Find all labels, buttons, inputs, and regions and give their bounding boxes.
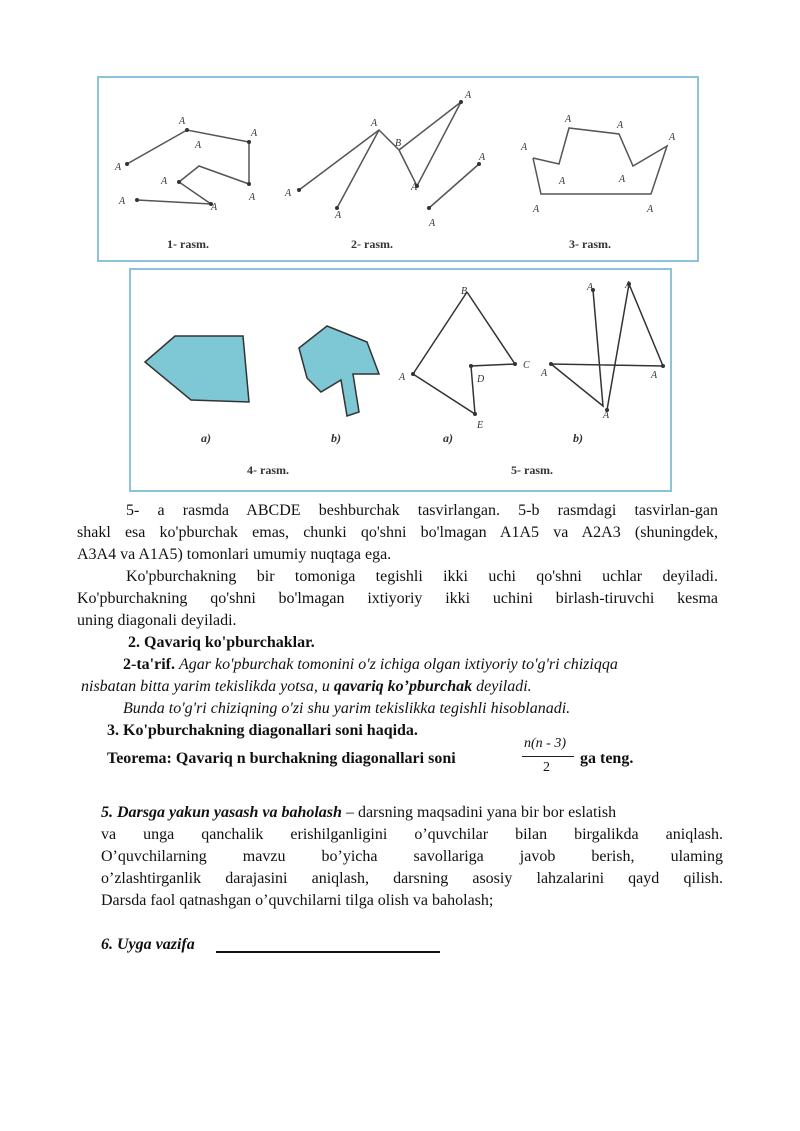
definition-line2 [81,676,800,698]
definition-text-3: deyiladi. [476,678,532,695]
figure-box-bottom [129,268,672,492]
svg-text:B: B [461,286,468,297]
svg-text:A: A [541,368,548,379]
fig2-side [337,130,379,208]
svg-text:E: E [477,420,484,431]
svg-text:A: A [465,90,472,101]
heading-diagonals: 3. Ko'pburchakning diagonallari soni haqida. [107,722,418,739]
svg-text:D: D [477,374,485,385]
definition-term: qavariq ko’pburchak [333,678,473,695]
section5-line2: va unga qanchalik erishilganligini o’quvchilar bilan birgalikda aniqlash. [101,826,723,843]
fig5b-label: b) [573,431,583,445]
svg-text:A: A [625,280,632,291]
p1-line1: 5- a rasmda ABCDE beshburchak tasvirlangan. 5-b rasmdagi tasvirlan-gan [126,502,718,519]
svg-text:A: A [335,210,342,221]
svg-text:A: A [285,188,292,199]
svg-text:A: A [249,192,256,203]
section5-line5: Darsda faol qatnashgan o’quvchilarni tilga olish va baholash; [101,892,494,909]
p2-line1: Ko'pburchakning bir tomoniga tegishli ikki uchi qo'shni uchlar deyiladi. [126,568,718,585]
svg-text:A: A [479,152,486,163]
fig4a-polygon [145,336,249,402]
definition-text-1: Agar ko'pburchak tomonini o'z ichiga olgan ixtiyoriy to'g'ri chiziqqa [178,656,618,673]
figures-4-5 [131,270,674,494]
section5-line4: o’zlashtirganlik darajasini aniqlash, darsning asosiy lahzalarini qayd qilish. [101,870,723,887]
definition-line1 [123,654,800,676]
svg-text:A: A [251,128,258,139]
p1-line2: shakl esa ko'pburchak emas, chunki qo'shni bo'lmagan A1A5 va A2A3 (shuningdek, [77,524,718,541]
svg-text:A: A [411,182,418,193]
svg-text:A: A [669,132,676,143]
fig4b-polygon [299,326,379,416]
section5-text-1: – darsning maqsadini yana bir bor eslatish [345,804,617,821]
fig5a-polygon [413,292,515,414]
theorem-numerator: n(n - 3) [524,736,566,751]
fig4-caption: 4- rasm. [247,463,289,477]
fraction-bar [522,756,574,757]
section5-line1 [101,802,800,824]
svg-text:A: A [195,140,202,151]
theorem-end: ga teng. [580,750,634,767]
figure-box-top [97,76,699,262]
svg-text:C: C [523,360,530,371]
definition-line3: Bunda to'g'ri chiziqning o'zi shu yarim tekislikka tegishli hisoblanadi. [123,700,571,717]
svg-text:A: A [161,176,168,187]
theorem-denominator: 2 [543,760,550,775]
svg-text:B: B [395,138,402,149]
fig5-caption: 5- rasm. [511,463,553,477]
theorem-text: Teorema: Qavariq n burchakning diagonallari soni [107,750,456,767]
svg-text:A: A [399,372,406,383]
svg-text:A: A [619,174,626,185]
svg-text:A: A [617,120,624,131]
p1-line3: A3A4 va A1A5) tomonlari umumiy nuqtaga ega. [77,546,392,563]
section5-line3: O’quvchilarning mavzu bo’yicha savollariga javob berish, ulaming [101,848,723,865]
svg-text:A: A [565,114,572,125]
fig2-polyline [299,102,461,190]
svg-text:A: A [211,202,218,213]
fig1-polyline [127,130,249,204]
svg-text:A: A [119,196,126,207]
fig2-side-b [429,164,479,208]
svg-text:A: A [179,116,186,127]
fig3-polygon [533,128,667,194]
fig4a-label: a) [201,431,211,445]
svg-text:A: A [533,204,540,215]
homework-blank-line [216,951,440,953]
p2-line3: uning diagonali deyiladi. [77,612,237,629]
svg-text:A: A [429,218,436,229]
svg-text:A: A [371,118,378,129]
section6-title: 6. Uyga vazifa [101,936,195,953]
definition-text-2: nisbatan bitta yarim tekislikda yotsa, u [81,678,330,695]
figures-1-3 [99,78,701,264]
svg-text:A: A [603,410,610,421]
svg-text:A: A [559,176,566,187]
svg-text:A: A [587,282,594,293]
svg-text:A: A [647,204,654,215]
fig3-caption: 3- rasm. [569,237,611,251]
fig1-caption: 1- rasm. [167,237,209,251]
fig2-caption: 2- rasm. [351,237,393,251]
p2-line2: Ko'pburchakning qo'shni bo'lmagan ixtiyoriy ikki uchini birlash-tiruvchi kesma [77,590,718,607]
fig4b-label: b) [331,431,341,445]
svg-text:A: A [521,142,528,153]
svg-text:A: A [115,162,122,173]
fig5b-polyline [551,284,663,410]
section5-title: 5. Darsga yakun yasash va baholash [101,804,342,821]
svg-text:A: A [651,370,658,381]
fig5a-label: a) [443,431,453,445]
heading-convex-polygons: 2. Qavariq ko'pburchaklar. [128,634,315,651]
definition-label: 2-ta'rif. [123,656,175,673]
